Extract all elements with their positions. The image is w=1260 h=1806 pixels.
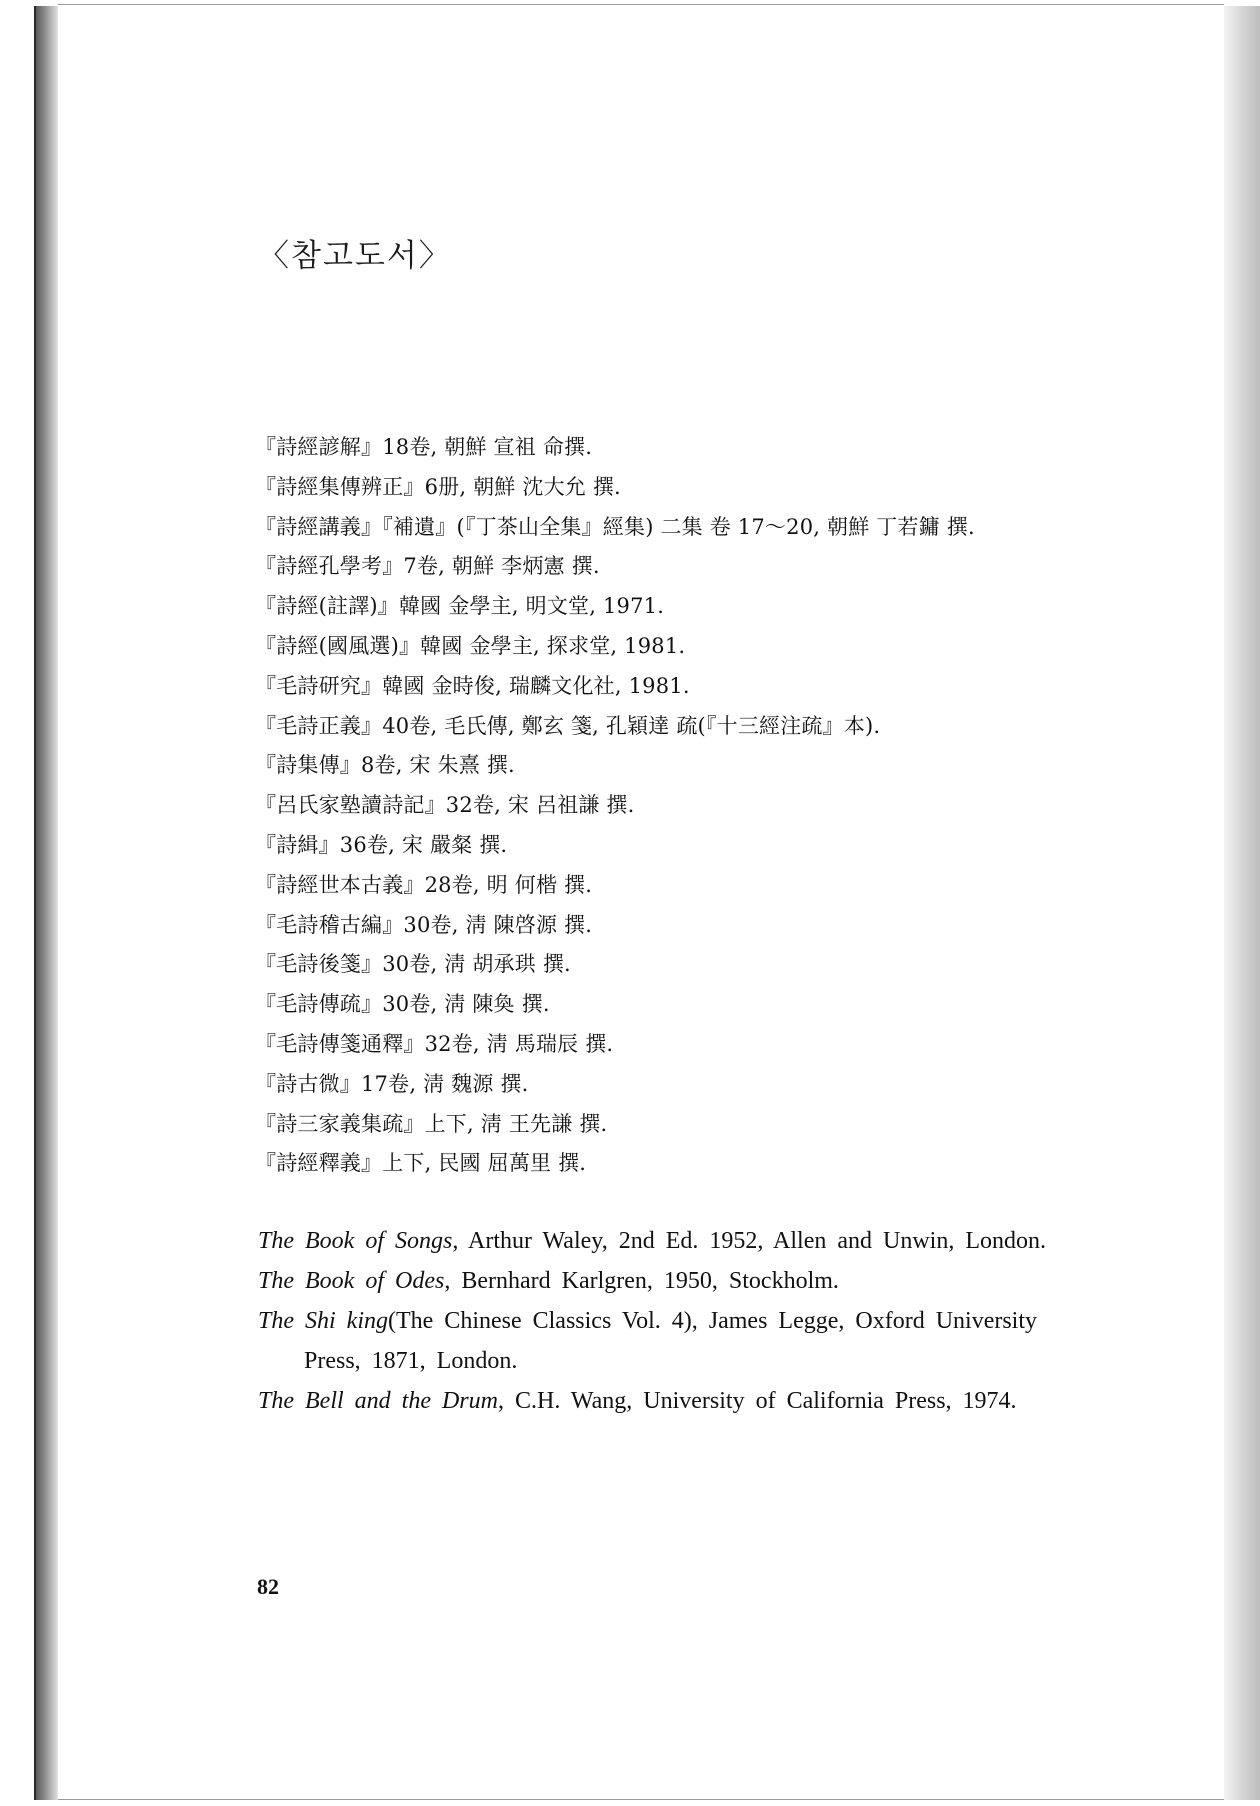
list-item: 『毛詩正義』40卷, 毛氏傳, 鄭玄 箋, 孔穎達 疏(『十三經注疏』本). [255, 713, 881, 738]
list-item: 『詩經孔學考』7卷, 朝鮮 李炳憲 撰. [255, 554, 600, 579]
list-item: 『詩經釋義』上下, 民國 屈萬里 撰. [255, 1151, 587, 1176]
reference-title: The Bell and the Drum [258, 1388, 498, 1414]
reference-title: The Shi king [258, 1308, 388, 1334]
list-item: 『毛詩稽古編』30卷, 淸 陳啓源 撰. [255, 912, 593, 937]
list-item [258, 1221, 1078, 1261]
list-item: 『詩經世本古義』28卷, 明 何楷 撰. [255, 872, 593, 897]
list-item: 『毛詩傳箋通釋』32卷, 淸 馬瑞辰 撰. [255, 1031, 614, 1056]
list-item: 『詩經講義』『補遺』(『丁茶山全集』經集) 二集 卷 17～20, 朝鮮 丁若鏞 撰. [255, 514, 975, 539]
page-heading: 〈참고도서〉 [258, 238, 452, 274]
list-item: 『毛詩研究』韓國 金時俊, 瑞麟文化社, 1981. [255, 673, 690, 698]
reference-details: (The Chinese Classics Vol. 4), James Legge, Oxford University Press, 1871, London. [304, 1308, 1038, 1374]
list-item: 『詩集傳』8卷, 宋 朱熹 撰. [255, 753, 515, 778]
list-item: 『詩經(國風選)』韓國 金學主, 探求堂, 1981. [255, 633, 686, 658]
list-item: 『毛詩後箋』30卷, 淸 胡承珙 撰. [255, 952, 571, 977]
list-item: 『呂氏家塾讀詩記』32卷, 宋 呂祖謙 撰. [255, 793, 635, 818]
list-item: 『詩經集傳辨正』6册, 朝鮮 沈大允 撰. [255, 474, 621, 499]
reference-title: The Book of Songs [258, 1228, 453, 1254]
list-item: 『詩緝』36卷, 宋 嚴粲 撰. [255, 832, 508, 857]
list-item: 『詩三家義集疏』上下, 淸 王先謙 撰. [255, 1111, 608, 1136]
left-binding-edge [34, 6, 60, 1800]
list-item: 『毛詩傳疏』30卷, 淸 陳奐 撰. [255, 992, 550, 1017]
english-references-list [258, 1221, 1078, 1421]
list-item [258, 1301, 1078, 1381]
list-item: 『詩古微』17卷, 淸 魏源 撰. [255, 1071, 529, 1096]
list-item: 『詩經(註譯)』韓國 金學主, 明文堂, 1971. [255, 594, 665, 619]
reference-details: , C.H. Wang, University of California Press, 1974. [497, 1388, 1017, 1414]
list-item [258, 1381, 1078, 1421]
page-number: 82 [257, 1574, 279, 1599]
reference-details: , Bernhard Karlgren, 1950, Stockholm. [444, 1268, 839, 1294]
list-item [258, 1261, 1078, 1301]
right-page-edge [1224, 6, 1260, 1800]
classical-references-list [255, 428, 1155, 1184]
list-item: 『詩經諺解』18卷, 朝鮮 宣祖 命撰. [255, 435, 593, 459]
reference-title: The Book of Odes [258, 1268, 445, 1294]
reference-details: , Arthur Waley, 2nd Ed. 1952, Allen and Unwin, London. [452, 1228, 1046, 1254]
